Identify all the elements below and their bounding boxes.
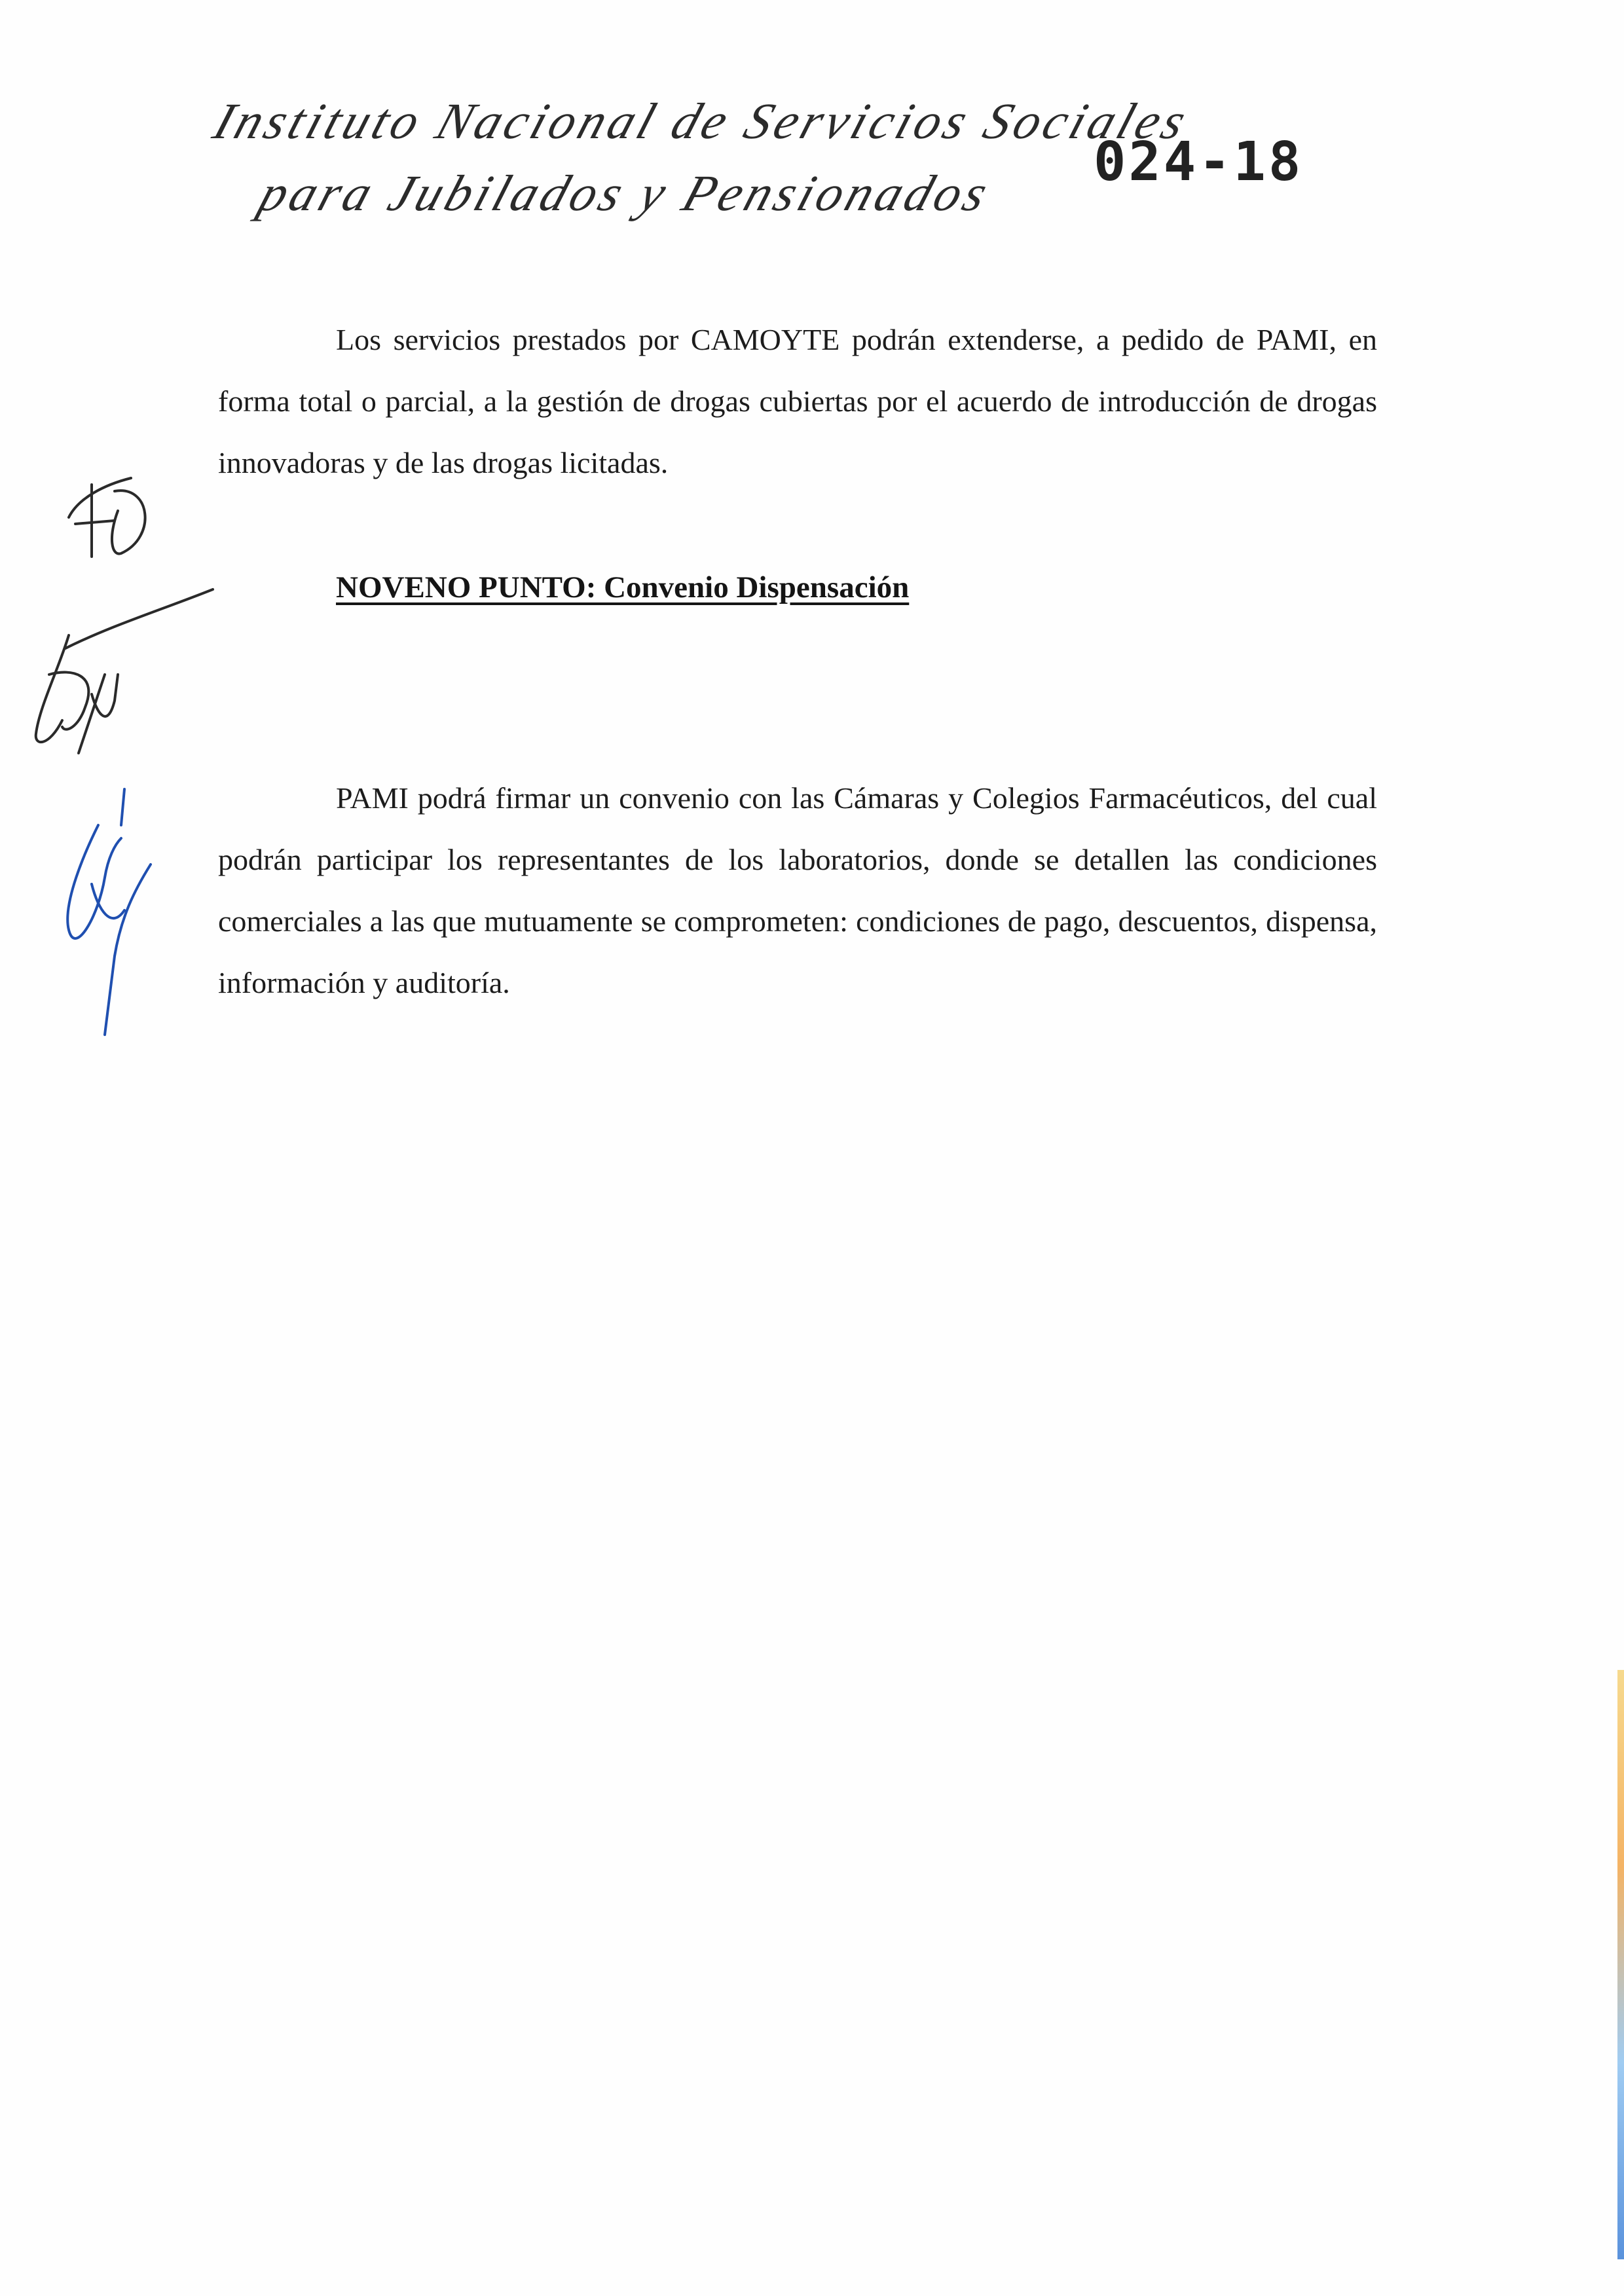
paragraph-pami-convenio: PAMI podrá firmar un convenio con las Cámaras y Colegios Farmacéuticos, del cual podrán participar los representantes de los laboratorios, donde se detallen las condiciones comerciales a las que mutuamente se comprometen: condiciones de pago, descuentos, dispensa, información y auditoría. — [218, 781, 1377, 999]
signature-initials-1 — [69, 478, 145, 557]
letterhead — [0, 0, 1624, 275]
margin-signatures — [0, 458, 262, 1048]
signature-stroke-2 — [36, 589, 213, 753]
section-heading-noveno-punto: NOVENO PUNTO: Convenio Dispensación — [336, 570, 910, 604]
letterhead-institution-name: Instituto Nacional de Servicios Sociales — [207, 92, 1197, 149]
letterhead-institution-subtitle: para Jubilados y Pensionados — [253, 164, 999, 221]
document-number-stamp: 024-18 — [1094, 131, 1304, 193]
scan-color-edge — [1617, 1670, 1624, 2259]
paragraph-camoyte-services: Los servicios prestados por CAMOYTE podrán extenderse, a pedido de PAMI, en forma total o parcial, a la gestión de drogas cubiertas por el acuerdo de introducción de drogas innovadoras y de las drogas licitadas. — [218, 323, 1377, 479]
signature-blue-3 — [67, 789, 151, 1035]
